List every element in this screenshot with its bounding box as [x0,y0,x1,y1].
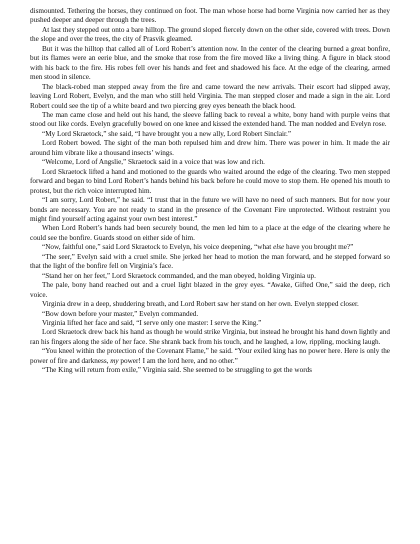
paragraph: “The seer,” Evelyn said with a cruel smile. She jerked her head to motion the man forward, and he stepped forward so that the light of the bonfire fell on Virginia’s face. [30,252,390,271]
paragraph: “Welcome, Lord of Angslie,” Skraetock said in a voice that was low and rich. [42,158,265,167]
paragraph: dismounted. Tethering the horses, they continued on foot. The man whose horse had borne Virginia now carried her as they pushed deeper and deeper through the trees. [30,7,390,25]
paragraph: At last they stepped out onto a bare hilltop. The ground sloped fiercely down on the other side, covered with trees. Down the slope and over the trees, the city of Prasvik gleamed. [30,25,390,44]
paragraph: The man came close and held out his hand, the sleeve falling back to reveal a white, bony hand with purple veins that stood out like cords. Evelyn gracefully bowed on one knee and kissed the extended hand. The man nodded and Evelyn rose. [30,110,390,129]
paragraph: The black-robed man stepped away from the fire and came toward the new arrivals. Their escort had slipped away, leaving Lord Robert, Evelyn, and the man who still held Virginia. The man stepped closer and made a sign in the air. Lord Robert could see the tip of a white beard and two piercing grey eyes beneath the black hood. [30,82,390,110]
paragraph: “My Lord Skraetock,” she said, “I have brought you a new ally, Lord Robert Sinclair.” [42,129,292,138]
paragraph: “You kneel within the protection of the Covenant Flame,” he said. “Your exiled king has no power here. Here is only the power of fire and darkness, my power! I am the lord here, and no other.” [30,347,390,365]
paragraph: But it was the hilltop that called all of Lord Robert’s attention now. In the center of the clearing burned a great bonfire, but its flames were an eerie blue, and the smoke that rose from the fire moved like a living thing. A figure in black stood with his back to the fire. His robes fell over his hands and feet and shadowed his face. At the edge of the clearing, armed men stood in silence. [30,44,390,82]
paragraph: Lord Robert bowed. The sight of the man both repulsed him and drew him. There was power in him. It made the air around him vibrate like a thousand insects’ wings. [30,139,390,157]
paragraph: The pale, bony hand reached out and a cruel light blazed in the grey eyes. “Awake, Gifted One,” said the deep, rich voice. [30,281,390,299]
paragraph: “Stand her on her feet,” Lord Skraetock commanded, and the man obeyed, holding Virginia up. [42,271,316,280]
paragraph: Lord Skraetock lifted a hand and motioned to the guards who waited around the edge of the clearing. Two men stepped forward and began to bind Lord Robert’s hands behind his back before he could move to stop them. He opened his mouth to protest, but the rich voice interrupted him. [30,167,390,195]
paragraph: “The King will return from exile,” Virginia said. She seemed to be struggling to get the words [42,366,312,375]
paragraph: “Now, faithful one,” said Lord Skraetock to Evelyn, his voice deepening, “what else have you brought me?” [42,243,354,252]
paragraph: Virginia lifted her face and said, “I serve only one master: I serve the King.” [42,318,262,327]
paragraph: Virginia drew in a deep, shuddering breath, and Lord Robert saw her stand on her own. Evelyn stepped closer. [42,300,359,309]
paragraph: “Bow down before your master,” Evelyn commanded. [42,309,199,318]
paragraph: Lord Skraetock drew back his hand as though he would strike Virginia, but instead he brought his hand down lightly and ran his fingers along the side of her face. She shrank back from his touch, and he laughed, a low, rippling, mocking laugh. [30,328,390,346]
body-text [30,7,390,376]
paragraph: When Lord Robert’s hands had been securely bound, the men led him to a place at the edge of the clearing where he could see the bonfire. Guards stood on either side of him. [30,224,390,242]
paragraph: “I am sorry, Lord Robert,” he said. “I trust that in the future we will have no need of such manners. But for now your bonds are necessary. You are not ready to stand in the presence of the Covenant Fire unprotected. Without restraint you might find yourself acting against your own best interest.” [30,196,390,223]
